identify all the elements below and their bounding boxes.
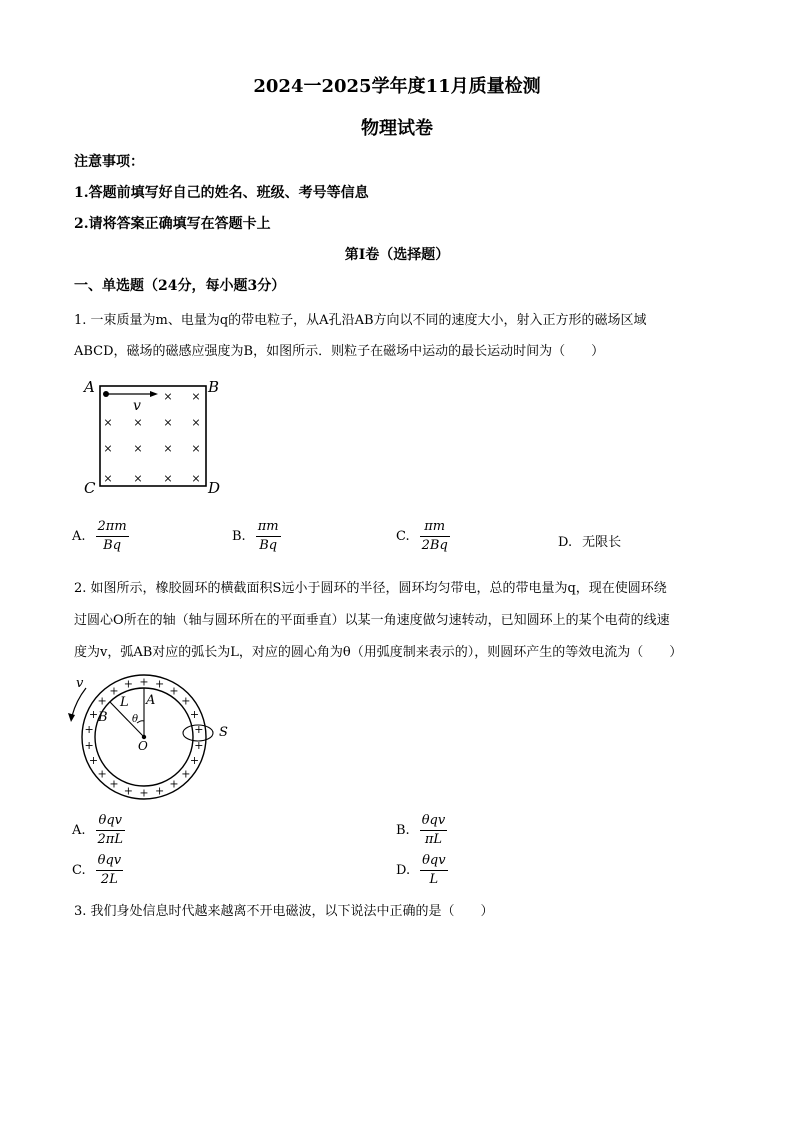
fraction: $\frac{\text{θqv}}{2\pi L}$ (97, 813, 123, 847)
q1-option-d[interactable] (558, 531, 621, 550)
velocity-arrowhead (150, 391, 158, 397)
section-heading: 一、单选题（24分，每小题3分） (74, 278, 286, 294)
charge-plus: + (123, 677, 134, 691)
field-cross: × (191, 390, 201, 403)
square-field-region (100, 386, 206, 486)
field-cross: × (103, 472, 113, 485)
option-label: A. (72, 529, 86, 544)
label-B: B (208, 378, 220, 396)
option-label: D. (396, 863, 411, 878)
charge-plus: + (109, 777, 119, 791)
fraction: $\frac{\pi m}{2Bq}$ (421, 519, 448, 553)
field-cross: × (163, 416, 173, 429)
label-v: v (76, 676, 84, 691)
fraction: $\frac{\pi m}{Bq}$ (257, 519, 279, 553)
option-label: B. (232, 529, 246, 544)
notes-item-1: 1.答题前填写好自己的姓名、班级、考号等信息 (74, 185, 369, 201)
charge-plus: + (88, 754, 99, 768)
charge-plus: + (123, 784, 134, 798)
volume-title: 第I卷（选择题） (344, 247, 450, 263)
q2-text-line2: 过圆心O所在的轴（轴与圆环所在的平面垂直）以某一角速度做匀速转动，已知圆环上的某个电荷的线速 (74, 613, 670, 628)
field-cross: × (133, 442, 143, 455)
field-cross: × (163, 472, 173, 485)
label-A: A (84, 378, 95, 396)
q1-text-line2: ABCD，磁场的磁感应强度为B，如图所示．则粒子在磁场中运动的最长运动时间为（ ） (74, 344, 605, 359)
exam-title: 2024一2025学年度11月质量检测 (253, 76, 541, 97)
label-C: C (84, 479, 96, 497)
label-A: A (146, 693, 156, 708)
charge-plus: + (139, 786, 149, 800)
option-label: C. (396, 529, 410, 544)
q1-option-b[interactable] (232, 518, 281, 555)
label-v: v (133, 398, 141, 414)
magnetic-field-crosses (103, 390, 200, 485)
charge-plus: + (181, 767, 191, 781)
option-label: B. (396, 823, 410, 838)
charge-plus: + (97, 767, 107, 781)
charge-plus: + (97, 694, 107, 708)
rotation-arrow (72, 688, 86, 716)
charge-plus: + (194, 738, 204, 752)
label-B: B (98, 710, 108, 725)
fraction: $\frac{2\pi m}{Bq}$ (97, 519, 127, 553)
q2-option-b[interactable] (396, 812, 447, 849)
charge-plus: + (189, 707, 200, 721)
charge-plus: + (139, 675, 149, 689)
charge-plus: + (169, 684, 179, 698)
charge-plus: + (88, 707, 99, 721)
q1-option-c[interactable] (396, 518, 450, 555)
q2-figure (64, 670, 244, 810)
charge-plus: + (194, 723, 204, 737)
q1-figure (78, 372, 228, 502)
field-cross: × (163, 390, 173, 403)
angle-arc (137, 721, 144, 723)
notes-heading: 注意事项： (74, 154, 144, 170)
label-S: S (219, 725, 228, 740)
label-O: O (138, 739, 148, 753)
q2-option-a[interactable] (72, 812, 125, 849)
charge-plus: + (189, 754, 200, 768)
charge-plus: + (84, 723, 94, 737)
option-label: A. (72, 823, 86, 838)
option-text: 无限长 (582, 535, 622, 550)
charge-plus: + (154, 677, 165, 691)
fraction: $\frac{\text{θqv}}{2L}$ (97, 853, 122, 887)
label-L: L (120, 695, 129, 710)
q1-option-a[interactable] (72, 518, 129, 555)
q2-option-c[interactable] (72, 852, 123, 889)
field-cross: × (133, 416, 143, 429)
q2-text-line3: 度为v，弧AB对应的弧长为L，对应的圆心角为θ（用弧度制来表示的），则圆环产生的等效电流为（ ） (74, 645, 683, 660)
field-cross: × (191, 416, 201, 429)
field-cross: × (163, 442, 173, 455)
field-cross: × (133, 472, 143, 485)
fraction: $\frac{\text{θqv}}{\pi L}$ (421, 813, 446, 847)
charge-plus: + (181, 694, 191, 708)
field-cross: × (103, 416, 113, 429)
field-cross: × (103, 442, 113, 455)
q2-option-d[interactable] (396, 852, 448, 889)
option-label: D. (558, 535, 573, 550)
label-D: D (208, 479, 221, 497)
option-label: C. (72, 863, 86, 878)
q2-text-line1: 2. 如图所示，橡胶圆环的横截面积S远小于圆环的半径，圆环均匀带电，总的带电量为q，现在使圆环绕 (74, 581, 667, 596)
charge-plus: + (84, 738, 94, 752)
notes-item-2: 2.请将答案正确填写在答题卡上 (74, 216, 271, 232)
rotation-arrowhead (68, 713, 75, 722)
q3-text-line1: 3. 我们身处信息时代越来越离不开电磁波，以下说法中正确的是（ ） (74, 904, 494, 919)
q1-text-line1: 1. 一束质量为m、电量为q的带电粒子，从A孔沿AB方向以不同的速度大小，射入正方形的磁场区域 (74, 313, 647, 328)
fraction: $\frac{\text{θqv}}{L}$ (422, 853, 446, 887)
exam-subtitle: 物理试卷 (361, 118, 433, 139)
label-theta: θ (132, 714, 139, 725)
field-cross: × (191, 472, 201, 485)
charge-plus: + (169, 777, 179, 791)
charge-plus: + (154, 784, 165, 798)
charge-plus: + (109, 684, 119, 698)
field-cross: × (191, 442, 201, 455)
